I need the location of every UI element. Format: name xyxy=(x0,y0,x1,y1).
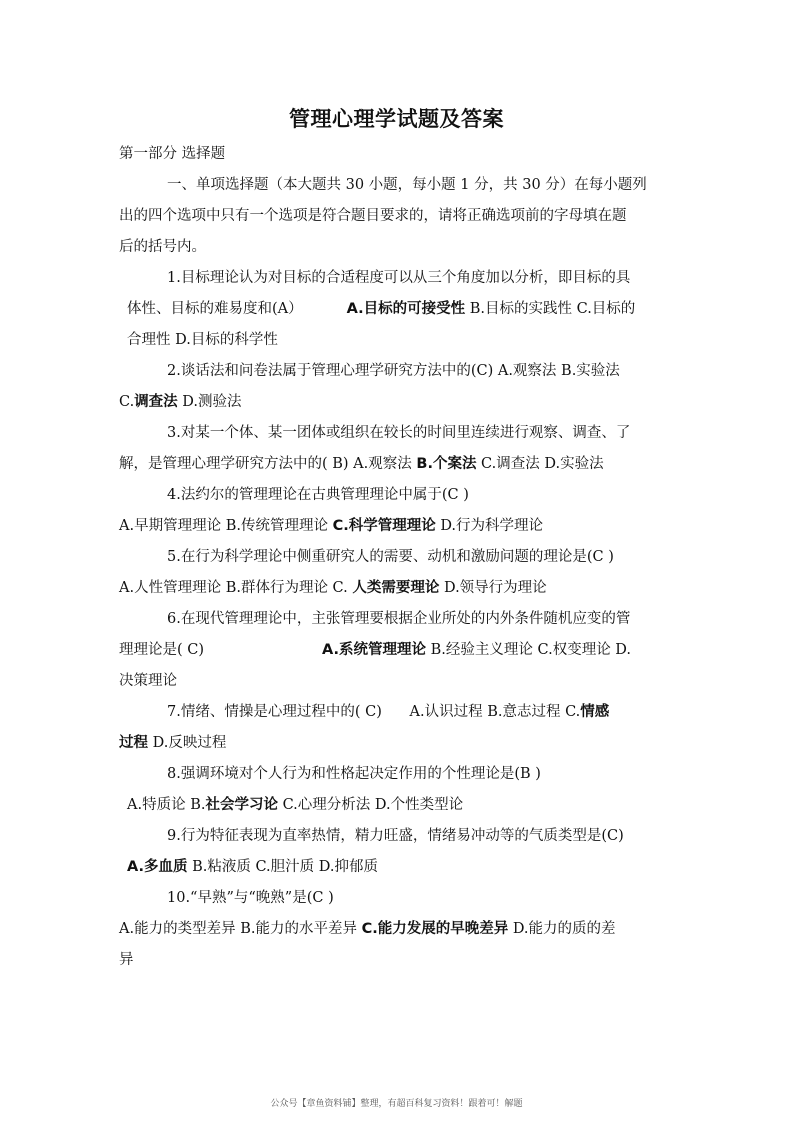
page-title: 管理心理学试题及答案 xyxy=(289,107,504,131)
question-10-options-post: D.能力的质的差 xyxy=(508,921,616,937)
question-10-line-2 xyxy=(119,918,616,940)
question-9-options: B.粘液质 C.胆汁质 D.抑郁质 xyxy=(187,859,378,875)
question-5-options-pre: A.人性管理理论 B.群体行为理论 C. xyxy=(119,580,353,596)
question-10-answer: C.能力发展的早晚差异 xyxy=(361,921,509,937)
question-9-line-2 xyxy=(127,856,378,878)
question-4-answer: C.科学管理理论 xyxy=(332,518,436,534)
question-6-line-1: 6.在现代管理理论中，主张管理要根据企业所处的内外条件随机应变的管 xyxy=(167,611,631,627)
intro-line-1: 一、单项选择题（本大题共 30 小题，每小题 1 分，共 30 分）在每小题列 xyxy=(167,177,647,193)
question-3-line-2 xyxy=(119,453,604,475)
question-7-line-1 xyxy=(167,701,609,723)
intro-line-3: 后的括号内。 xyxy=(119,239,206,255)
question-9-answer: A.多血质 xyxy=(127,859,188,875)
question-7-answer-part-1: 情感 xyxy=(580,704,610,720)
question-1-line-1: 1.目标理论认为对目标的合适程度可以从三个角度加以分析，即目标的具 xyxy=(167,270,631,286)
question-10-line-3: 异 xyxy=(119,952,134,968)
question-1-options: B.目标的实践性 C.目标的 xyxy=(465,301,636,317)
question-8-options-post: C.心理分析法 D.个性类型论 xyxy=(277,797,464,813)
question-3-line-1: 3.对某一个体、某一团体或组织在较长的时间里连续进行观察、调查、了 xyxy=(167,425,631,441)
intro-line-2: 出的四个选项中只有一个选项是符合题目要求的，请将正确选项前的字母填在题 xyxy=(119,208,627,224)
question-7-line-2 xyxy=(119,732,226,754)
question-3-text: 解，是管理心理学研究方法中的( B) A.观察法 xyxy=(119,456,417,472)
question-1-answer: A.目标的可接受性 xyxy=(346,301,466,317)
question-8-answer: 社会学习论 xyxy=(205,797,278,813)
question-1-text: 体性、目标的难易度和(A） xyxy=(127,301,303,317)
question-8-line-2 xyxy=(127,794,463,816)
question-5-line-1: 5.在行为科学理论中侧重研究人的需要、动机和激励问题的理论是(C ) xyxy=(167,549,614,565)
question-4-line-1: 4.法约尔的管理理论在古典管理理论中属于(C ) xyxy=(167,487,469,503)
question-5-answer: 人类需要理论 xyxy=(352,580,440,596)
question-2-line-2 xyxy=(119,391,242,413)
question-6-line-2 xyxy=(119,639,631,661)
question-7-answer-part-2: 过程 xyxy=(119,735,148,751)
part-heading: 第一部分 选择题 xyxy=(119,146,226,162)
question-2-options: D.测验法 xyxy=(177,394,242,410)
question-6-options: B.经验主义理论 C.权变理论 D. xyxy=(426,642,632,658)
question-4-line-2 xyxy=(119,515,543,537)
question-8-line-1: 8.强调环境对个人行为和性格起决定作用的个性理论是(B ) xyxy=(167,766,541,782)
question-7-options: D.反映过程 xyxy=(148,735,227,751)
question-1-line-3: 合理性 D.目标的科学性 xyxy=(127,332,278,348)
page-footer: 公众号【章鱼资料铺】整理，有超百科复习资料！跟着可！解题 xyxy=(270,1099,523,1109)
question-2-line-1: 2.谈话法和问卷法属于管理心理学研究方法中的(C) A.观察法 B.实验法 xyxy=(167,363,620,379)
question-2-answer: 调查法 xyxy=(134,394,178,410)
question-4-options-post: D.行为科学理论 xyxy=(435,518,544,534)
question-5-line-2 xyxy=(119,577,547,599)
question-8-options-pre: A.特质论 B. xyxy=(127,797,206,813)
question-10-options-pre: A.能力的类型差异 B.能力的水平差异 xyxy=(119,921,362,937)
question-7-text: 7.情绪、情操是心理过程中的( C) A.认识过程 B.意志过程 C. xyxy=(167,704,581,720)
question-3-options: C.调查法 D.实验法 xyxy=(476,456,604,472)
question-4-options-pre: A.早期管理理论 B.传统管理理论 xyxy=(119,518,333,534)
question-6-answer: A.系统管理理论 xyxy=(322,642,427,658)
question-1-line-2 xyxy=(127,298,635,320)
question-2-prefix: C. xyxy=(119,394,135,410)
question-6-text: 理理论是( C) xyxy=(119,642,205,658)
question-10-line-1: 10.“早熟”与“晚熟”是(C ) xyxy=(167,890,334,906)
question-5-options-post: D.领导行为理论 xyxy=(439,580,547,596)
question-6-line-3: 决策理论 xyxy=(119,673,177,689)
question-9-line-1: 9.行为特征表现为直率热情，精力旺盛，情绪易冲动等的气质类型是(C) xyxy=(167,828,624,844)
question-3-answer: B.个案法 xyxy=(416,456,477,472)
